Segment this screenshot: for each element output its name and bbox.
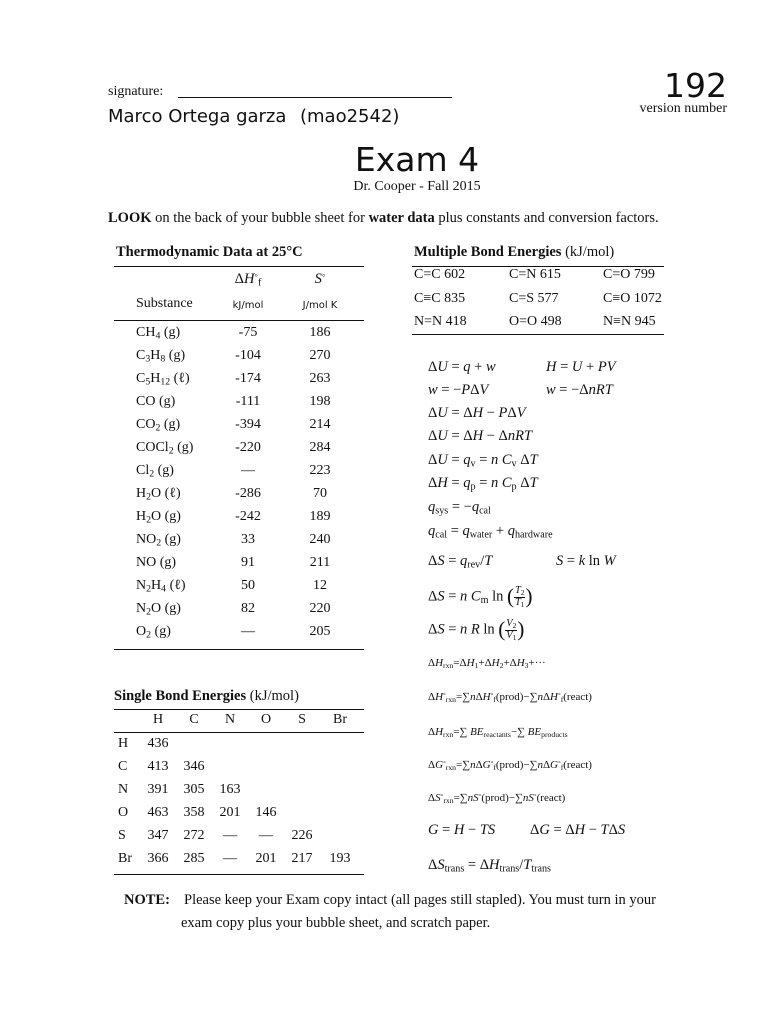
single-bond-cell: 201	[255, 851, 277, 866]
thermo-dh: 82	[241, 601, 255, 616]
multi-bond-cell: C=S 577	[509, 291, 559, 306]
look-text-1: on the back of your bubble sheet for	[151, 210, 369, 226]
eq-work-pv: w = −PΔV	[428, 382, 489, 398]
multi-bond-cell: C=N 615	[509, 267, 561, 282]
single-bond-top-rule	[114, 709, 364, 710]
single-bond-title-unit: (kJ/mol)	[246, 688, 299, 704]
multi-bond-title-bold: Multiple Bond Energies	[414, 244, 562, 260]
multi-bond-bottom-rule	[412, 334, 664, 335]
signature-line[interactable]	[178, 97, 452, 98]
multi-bond-cell: C≡C 835	[414, 291, 466, 306]
version-label: version number	[639, 101, 727, 116]
single-bond-col-header: H	[152, 712, 164, 727]
note-line-2: exam copy plus your bubble sheet, and scratch paper.	[181, 915, 491, 931]
eq-dg: ΔG = ΔH − TΔS	[530, 822, 626, 838]
look-bold: LOOK	[108, 210, 152, 226]
single-bond-cell: 413	[147, 759, 169, 774]
thermo-s: 211	[309, 555, 331, 570]
thermo-s: 223	[309, 463, 331, 478]
thermo-dh: -220	[235, 440, 261, 455]
exam-subtitle: Dr. Cooper - Fall 2015	[353, 179, 481, 194]
single-bond-bottom-rule	[114, 874, 364, 875]
single-bond-cell: 285	[183, 851, 205, 866]
thermo-substance: CO (g)	[136, 394, 176, 409]
single-bond-cell: 217	[291, 851, 313, 866]
thermo-header-rule	[114, 320, 364, 321]
single-bond-row-label: N	[118, 782, 129, 797]
single-bond-title-bold: Single Bond Energies	[114, 688, 247, 704]
thermo-substance: COCl$_2$ (g)	[136, 440, 194, 457]
eq-first-law: ΔU = q + w	[428, 359, 496, 375]
single-bond-cell: 193	[329, 851, 351, 866]
thermo-dh: -242	[235, 509, 261, 524]
eq-hess: $\Delta H_{rxn}=\Delta H_1+\Delta H_2+\Delta H_3+\cdot\cdot\cdot$	[428, 657, 546, 670]
thermo-col-substance: Substance	[136, 296, 193, 311]
eq-ds-qrev: $\Delta S = q_{rev}/T$	[428, 553, 493, 571]
thermo-s: 214	[309, 417, 331, 432]
thermo-dh: -75	[238, 325, 258, 340]
student-id: (mao2542)	[300, 106, 400, 127]
single-bond-row-label: O	[118, 805, 129, 820]
thermo-s: 70	[313, 486, 327, 501]
thermo-substance: $CO_2$ (g)	[136, 417, 181, 434]
multi-bond-cell: O=O 498	[509, 314, 562, 329]
look-bold-2: water data	[368, 210, 435, 226]
thermo-s: 240	[309, 532, 331, 547]
thermo-s: 270	[309, 348, 331, 363]
eq-work-nrt: w = −ΔnRT	[546, 382, 613, 398]
thermo-top-rule	[114, 266, 364, 267]
single-bond-cell: —	[223, 828, 237, 843]
single-bond-cell: —	[259, 828, 273, 843]
single-bond-cell: 391	[147, 782, 169, 797]
single-bond-row-label: S	[118, 828, 126, 843]
eq-ds-temp: ΔS = n $C_m$ ln ( $\frac{T_2}{T_1}$ )	[428, 584, 533, 609]
eq-boltzmann: S = k ln W	[556, 553, 616, 569]
single-bond-cell: 272	[183, 828, 205, 843]
single-bond-row-label: C	[118, 759, 128, 774]
single-bond-cell: 347	[147, 828, 169, 843]
thermo-s: 189	[309, 509, 331, 524]
single-bond-col-header: C	[189, 712, 199, 727]
thermo-col-s: S◦	[314, 270, 326, 287]
thermo-substance: $H_2O$ (ℓ)	[136, 486, 181, 503]
thermo-substance: NO (g)	[136, 555, 177, 570]
thermo-bottom-rule	[114, 649, 364, 650]
eq-du-nrt: ΔU = ΔH − ΔnRT	[428, 428, 532, 444]
eq-du-pv: ΔU = ΔH − PΔV	[428, 405, 526, 421]
multi-bond-cell: C=O 799	[603, 267, 655, 282]
thermo-dh: -394	[235, 417, 261, 432]
thermo-s: 263	[309, 371, 331, 386]
thermo-dh: -174	[235, 371, 261, 386]
thermo-s: 198	[309, 394, 331, 409]
thermo-substance: $NO_2$ (g)	[136, 532, 181, 549]
thermo-dh: -111	[235, 394, 261, 409]
single-bond-cell: 163	[219, 782, 241, 797]
single-bond-col-header: Br	[333, 712, 347, 727]
multi-bond-cell: C=C 602	[414, 267, 466, 282]
exam-title: Exam 4	[354, 140, 480, 179]
thermo-substance: $N_2O$ (g)	[136, 601, 181, 618]
signature-label: signature:	[108, 84, 164, 99]
thermo-s: 220	[309, 601, 331, 616]
thermo-substance: $H_2O$ (g)	[136, 509, 181, 526]
eq-dh-qp: $\Delta H = q_p = n$ $C_p$ ΔT	[428, 475, 538, 493]
eq-gibbs: G = H − TS	[428, 822, 496, 838]
multi-bond-title-unit: (kJ/mol)	[561, 244, 615, 260]
thermo-table-title: Thermodynamic Data at 25°C	[116, 244, 303, 260]
thermo-substance: $N_2H_4$ (ℓ)	[136, 578, 186, 595]
thermo-substance: $CH_4$ (g)	[136, 325, 181, 342]
multi-bond-cell: N=N 418	[414, 314, 467, 329]
thermo-col-dh: $\Delta H^◦_f$	[234, 270, 262, 289]
thermo-substance: $O_2$ (g)	[136, 624, 171, 641]
multi-bond-cell: N≡N 945	[603, 314, 656, 329]
single-bond-row-label: H	[118, 736, 129, 751]
multi-bond-title	[414, 244, 614, 261]
thermo-substance: $C_3H_8$ (g)	[136, 348, 186, 365]
single-bond-cell: 146	[255, 805, 277, 820]
single-bond-cell: 346	[183, 759, 205, 774]
single-bond-header-rule	[114, 732, 364, 733]
thermo-unit-dh: kJ/mol	[232, 300, 264, 311]
thermo-s: 205	[309, 624, 331, 639]
eq-enthalpy-def: H = U + PV	[546, 359, 616, 375]
multi-bond-cell: C≡O 1072	[603, 291, 662, 306]
look-text-2: plus constants and conversion factors.	[434, 210, 659, 226]
single-bond-cell: 366	[147, 851, 169, 866]
thermo-s: 284	[309, 440, 331, 455]
thermo-dh: -104	[235, 348, 261, 363]
thermo-s: 12	[313, 578, 327, 593]
thermo-dh: 91	[241, 555, 255, 570]
eq-du-qv: $\Delta U = q_v = n$ $C_v$ ΔT	[428, 452, 538, 470]
thermo-unit-s: J/mol K	[302, 300, 338, 311]
single-bond-row-label: Br	[118, 851, 132, 866]
version-number: 192	[664, 66, 727, 105]
single-bond-cell: —	[223, 851, 237, 866]
single-bond-col-header: S	[298, 712, 306, 727]
eq-ds-standard: $\Delta S^◦_{rxn}=\sum nS^◦(prod)-\sum nS^◦(react)$	[428, 790, 566, 805]
thermo-dh: —	[241, 624, 255, 639]
student-name: Marco Ortega garza	[108, 106, 287, 127]
single-bond-title	[114, 688, 299, 705]
thermo-substance: $Cl_2$ (g)	[136, 463, 174, 480]
eq-dh-bond: $\Delta H_{rxn}=\sum$ $BE_{reactants}-\sum$ $BE_{products}$	[428, 726, 568, 739]
thermo-s: 186	[309, 325, 331, 340]
eq-dh-formation: $\Delta H^◦_{rxn}=\sum n\Delta H^◦_f(prod)-\sum n\Delta H^◦_f(react)$	[428, 689, 592, 704]
note-line-1: Please keep your Exam copy intact (all pages still stapled). You must turn in your	[184, 892, 656, 908]
single-bond-cell: 226	[291, 828, 313, 843]
eq-ds-vol: ΔS = n R ln ( $\frac{V_2}{V_1}$ )	[428, 617, 525, 642]
eq-dg-formation: $\Delta G^◦_{rxn}=\sum n\Delta G^◦_f(prod)-\sum n\Delta G^◦_f(react)$	[428, 757, 592, 772]
look-instruction	[108, 210, 659, 227]
single-bond-cell: 436	[147, 736, 169, 751]
single-bond-cell: 463	[147, 805, 169, 820]
single-bond-cell: 305	[183, 782, 205, 797]
thermo-dh: 33	[241, 532, 255, 547]
thermo-substance: $C_5H_{12}$ (ℓ)	[136, 371, 190, 388]
single-bond-col-header: N	[224, 712, 236, 727]
note-label: NOTE:	[124, 892, 170, 908]
single-bond-cell: 201	[219, 805, 241, 820]
single-bond-col-header: O	[260, 712, 272, 727]
eq-qsys: $q_{sys} = -q_{cal}$	[428, 499, 491, 517]
eq-ds-trans: $\Delta S_{trans} = \Delta H_{trans}/T_{trans}$	[428, 857, 551, 875]
thermo-dh: 50	[241, 578, 255, 593]
single-bond-cell: 358	[183, 805, 205, 820]
eq-qcal: $q_{cal} = q_{water} + q_{hardware}$	[428, 523, 553, 541]
thermo-dh: -286	[235, 486, 261, 501]
thermo-dh: —	[241, 463, 255, 478]
